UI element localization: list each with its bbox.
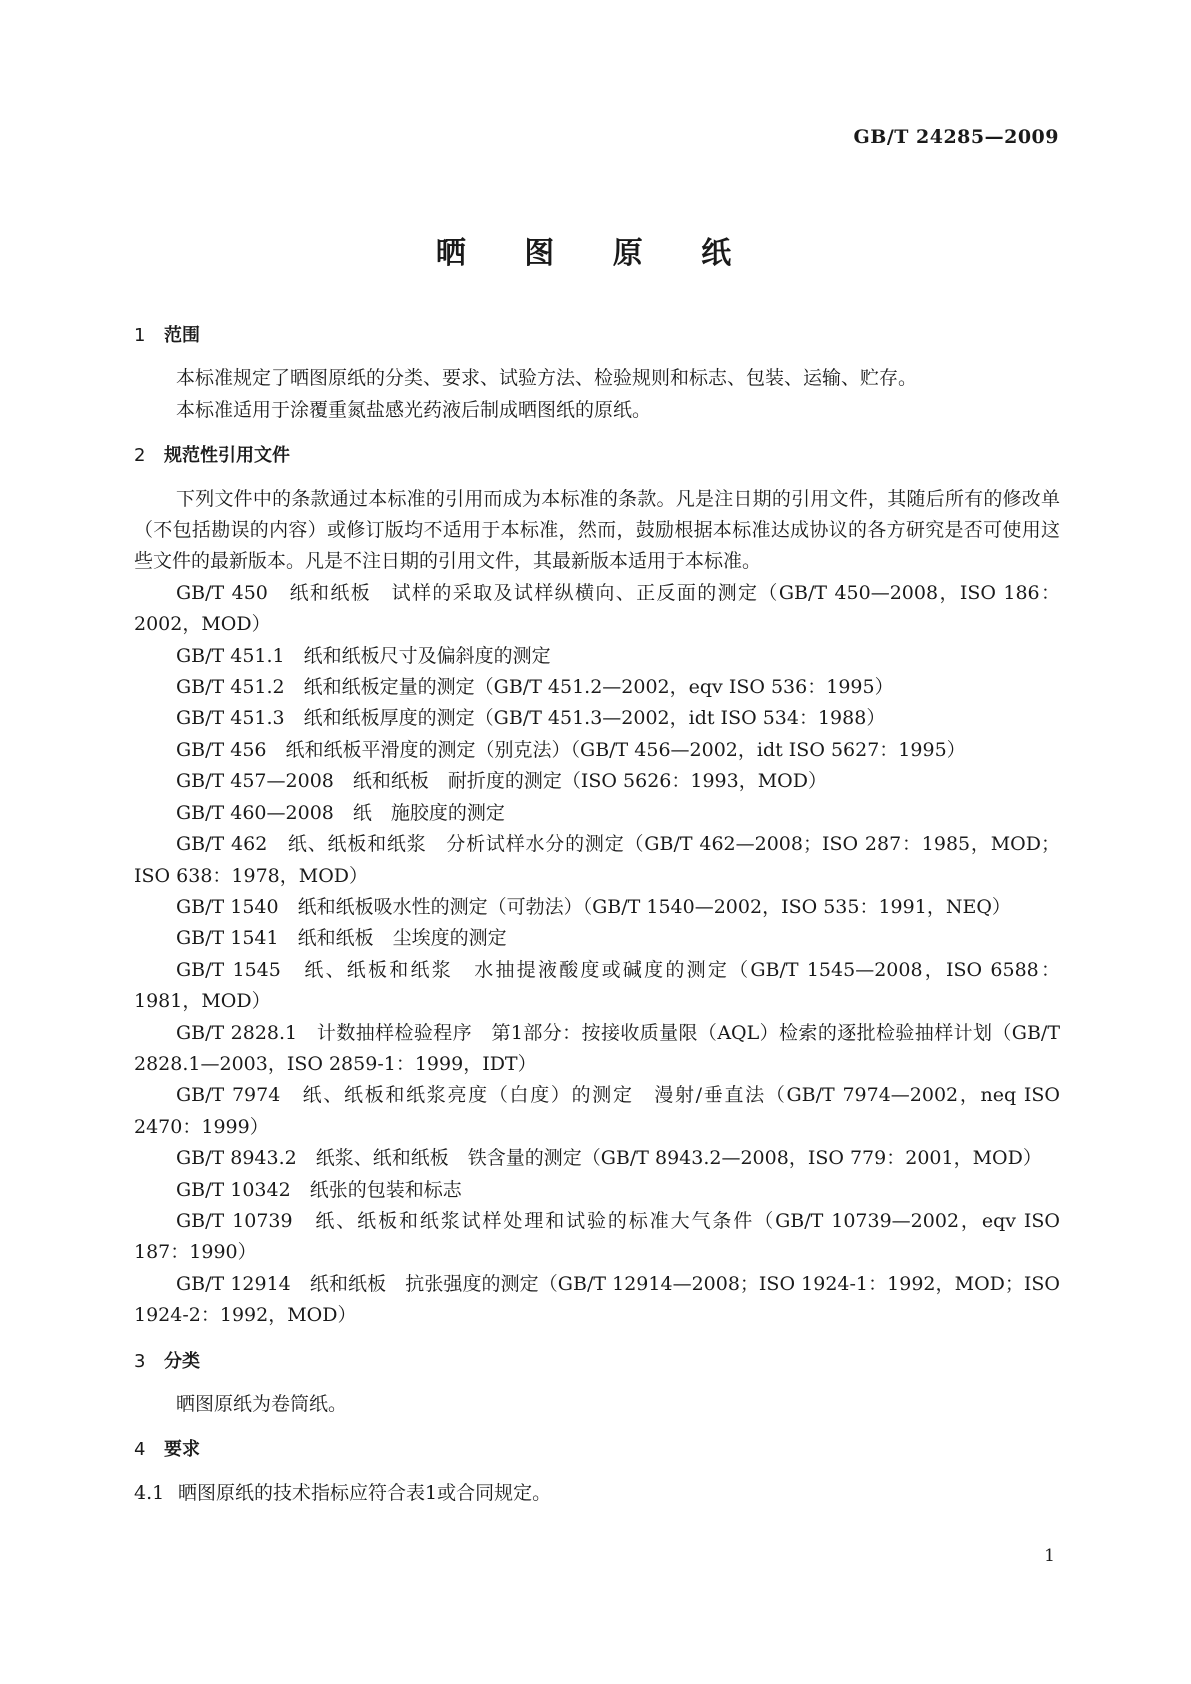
section-number: 4 bbox=[134, 1439, 146, 1461]
paragraph: 下列文件中的条款通过本标准的引用而成为本标准的条款。凡是注日期的引用文件，其随后所有的修改单（不包括勘误的内容）或修订版均不适用于本标准，然而，鼓励根据本标准达成协议的各方研究是否可使用这些文件的最新版本。凡是不注日期的引用文件，其最新版本适用于本标准。 bbox=[134, 487, 1060, 573]
reference-item: GB/T 460—2008 纸 施胶度的测定 bbox=[176, 801, 505, 824]
page-number: 1 bbox=[1044, 1546, 1055, 1566]
clause-text: 晒图原纸的技术指标应符合表1或合同规定。 bbox=[178, 1481, 552, 1504]
section-title: 规范性引用文件 bbox=[164, 445, 290, 467]
reference-item: GB/T 1540 纸和纸板吸水性的测定（可勃法）（GB/T 1540—2002，ISO 535：1991，NEQ） bbox=[176, 895, 1011, 918]
clause-4-1 bbox=[134, 1478, 1060, 1509]
document-body bbox=[134, 320, 1060, 1509]
standard-code: GB/T 24285—2009 bbox=[853, 126, 1059, 148]
reference-item: GB/T 450 纸和纸板 试样的采取及试样纵横向、正反面的测定（GB/T 450—2008，ISO 186：2002，MOD） bbox=[134, 581, 1060, 636]
section-4-heading bbox=[134, 1434, 1060, 1465]
paragraph: 晒图原纸为卷筒纸。 bbox=[176, 1393, 348, 1415]
section-title: 要求 bbox=[164, 1439, 200, 1461]
reference-item: GB/T 451.1 纸和纸板尺寸及偏斜度的测定 bbox=[176, 644, 551, 667]
reference-item: GB/T 456 纸和纸板平滑度的测定（别克法）（GB/T 456—2002，idt ISO 5627：1995） bbox=[176, 738, 966, 761]
section-2-heading bbox=[134, 440, 1060, 471]
clause-number: 4.1 bbox=[134, 1481, 165, 1504]
reference-item: GB/T 462 纸、纸板和纸浆 分析试样水分的测定（GB/T 462—2008；ISO 287：1985，MOD；ISO 638：1978，MOD） bbox=[134, 833, 1060, 887]
reference-item: GB/T 12914 纸和纸板 抗张强度的测定（GB/T 12914—2008；ISO 1924-1：1992，MOD；ISO 1924-2：1992，MOD） bbox=[134, 1272, 1060, 1327]
reference-item: GB/T 8943.2 纸浆、纸和纸板 铁含量的测定（GB/T 8943.2—2008，ISO 779：2001，MOD） bbox=[176, 1147, 1042, 1170]
reference-item: GB/T 1541 纸和纸板 尘埃度的测定 bbox=[176, 927, 507, 950]
section-title: 范围 bbox=[164, 325, 200, 346]
paragraph: 本标准规定了晒图原纸的分类、要求、试验方法、检验规则和标志、包装、运输、贮存。 bbox=[176, 367, 918, 390]
reference-item: GB/T 7974 纸、纸板和纸浆亮度（白度）的测定 漫射/垂直法（GB/T 7974—2002，neq ISO 2470：1999） bbox=[134, 1084, 1060, 1138]
reference-item: GB/T 451.3 纸和纸板厚度的测定（GB/T 451.3—2002，idt ISO 534：1988） bbox=[176, 707, 886, 730]
paragraph: 本标准适用于涂覆重氮盐感光药液后制成晒图纸的原纸。 bbox=[176, 398, 652, 421]
section-1-heading bbox=[134, 320, 1060, 351]
reference-item: GB/T 457—2008 纸和纸板 耐折度的测定（ISO 5626：1993，MOD） bbox=[176, 770, 827, 793]
reference-item: GB/T 1545 纸、纸板和纸浆 水抽提液酸度或碱度的测定（GB/T 1545—2008，ISO 6588：1981，MOD） bbox=[134, 958, 1060, 1013]
section-number: 2 bbox=[134, 445, 146, 467]
reference-item: GB/T 451.2 纸和纸板定量的测定（GB/T 451.2—2002，eqv ISO 536：1995） bbox=[176, 676, 894, 699]
document-title: 晒 图 原 纸 bbox=[435, 236, 756, 271]
reference-item: GB/T 10739 纸、纸板和纸浆试样处理和试验的标准大气条件（GB/T 10739—2002，eqv ISO 187：1990） bbox=[134, 1209, 1060, 1264]
section-number: 3 bbox=[134, 1350, 146, 1372]
section-title: 分类 bbox=[164, 1350, 200, 1372]
section-3-heading bbox=[134, 1346, 1060, 1377]
reference-item: GB/T 2828.1 计数抽样检验程序 第1部分：按接收质量限（AQL）检索的逐批检验抽样计划（GB/T 2828.1—2003，ISO 2859-1：1999，IDT） bbox=[134, 1021, 1060, 1075]
reference-item: GB/T 10342 纸张的包装和标志 bbox=[176, 1178, 462, 1201]
section-number: 1 bbox=[134, 325, 146, 346]
